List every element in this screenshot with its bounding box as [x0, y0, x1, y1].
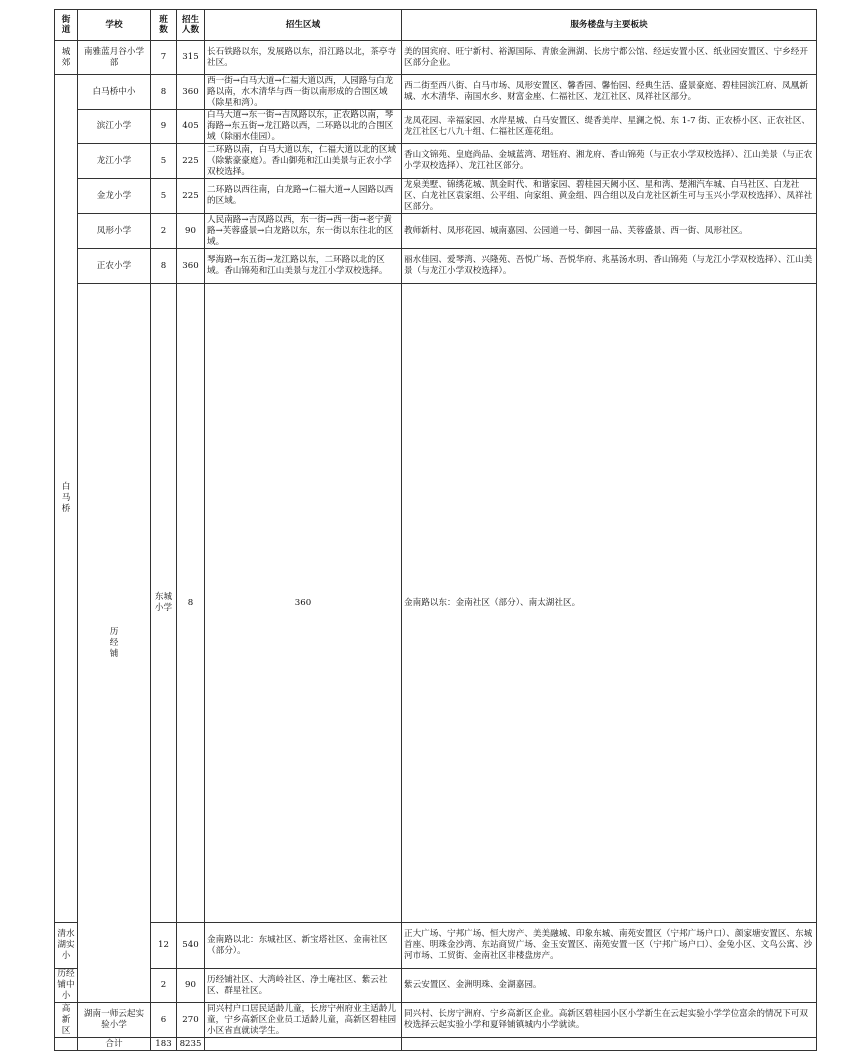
enrollment-count: 405 — [177, 110, 205, 144]
total-classes: 183 — [151, 1038, 177, 1051]
table-row — [55, 41, 817, 75]
zone-text: 长石铁路以东，发展路以东，沿江路以北，茶亭寺社区。 — [205, 41, 402, 75]
class-count: 9 — [151, 110, 177, 144]
zone-text: 白马大道→东一街→吉凤路以东，正农路以南，琴海路→东五街→龙江路以西，二环路以北的合围区域（除丽水佳园）。 — [205, 110, 402, 144]
estates-text: 西二街至西八街、白马市场、凤形安置区、馨香园、馨怡园、经典生活、盛景豪庭、碧桂园滨江府、凤凰新城、水木清华、南国水乡、财富金座、仁福社区、龙江社区、凤祥社区部分。 — [402, 75, 817, 110]
zone-text: 琴海路→东五街→龙江路以东，二环路以北的区域。香山锦苑和江山美景与龙江小学双校选择。 — [205, 249, 402, 284]
school-name: 滨江小学 — [78, 110, 151, 144]
class-count: 2 — [151, 969, 177, 1003]
school-name: 龙江小学 — [78, 144, 151, 179]
school-name: 湖南一师云起实验小学 — [78, 1003, 151, 1038]
estates-text: 教师新村、凤形花园、城南嘉园、公园道一号、御园一品、芙蓉盛景、西一街、凤形社区。 — [402, 214, 817, 249]
enrollment-count: 540 — [177, 923, 205, 969]
table-row — [55, 284, 817, 923]
school-name: 正农小学 — [78, 249, 151, 284]
zone-text: 同兴村户口居民适龄儿童，长房宁州府业主适龄儿童，宁乡高新区企业员工适龄儿童，高新区碧桂园小区省直就读学生。 — [205, 1003, 402, 1038]
class-count: 8 — [151, 75, 177, 110]
zone-text: 人民南路→吉凤路以西，东一街→西一街→老宁黄路→芙蓉盛景→白龙路以东，东一街以东往北的区域。 — [205, 214, 402, 249]
estates-text: 同兴村、长房宁洲府、宁乡高新区企业。高新区碧桂园小区小学新生在云起实验小学学位富余的情况下可双校选择云起实验小学和夏铎铺镇城内小学就读。 — [402, 1003, 817, 1038]
class-count: 8 — [151, 249, 177, 284]
estates-text: 美的国宾府、旺宁新村、裕源国际、青旅金洲湖、长房宁都公馆、经远安置小区、纸业园安置区、宁乡经开区部分企业。 — [402, 41, 817, 75]
total-row — [55, 1038, 817, 1051]
class-count: 7 — [151, 41, 177, 75]
estates-text: 正大广场、宁邦广场、恒大房产、美美融城、印象东城、南苑安置区（宁邦广场户口）、颜家塘安置区、东城首座、明珠金沙湾、东站商贸广场、金玉安置区、南苑安置一区（宁邦广场户口）、金兔小区、文鸟公寓、沙河市场、工贸街、金南社区非楼盘房产。 — [402, 923, 817, 969]
header-zone: 招生区域 — [205, 10, 402, 41]
enrollment-count: 225 — [177, 144, 205, 179]
estates-text: 龙泉美墅、锦绣花城、凯金时代、和谐家园、碧桂园天阙小区、星和湾、楚湘汽车城、白马社区、白龙社区、白龙社区袁家组、公平组、向家组、黄金组、四合组以及白龙社区新生可与玉兴小学双校选择）、凤祥社区部分。 — [402, 179, 817, 214]
enrollment-table — [54, 9, 817, 1051]
class-count: 5 — [151, 179, 177, 214]
class-count: 5 — [151, 144, 177, 179]
zone-text: 二环路以南，白马大道以东，仁福大道以北的区域（除紫豪豪庭）。香山御苑和江山美景与正农小学双校选择。 — [205, 144, 402, 179]
zone-text: 二环路以西往南，白龙路→仁福大道→人园路以西的区域。 — [205, 179, 402, 214]
school-name: 东城小学 — [151, 284, 177, 923]
enrollment-document — [54, 9, 816, 1049]
enrollment-count: 360 — [177, 249, 205, 284]
group-lijing: 历 经 铺 — [78, 284, 151, 1003]
estates-text: 紫云安置区、金洲明珠、金湖嘉园。 — [402, 969, 817, 1003]
total-enrollment: 8235 — [177, 1038, 205, 1051]
school-name: 历经铺中小 — [55, 969, 78, 1003]
table-row — [55, 969, 817, 1003]
table-row — [55, 249, 817, 284]
enrollment-count: 360 — [177, 75, 205, 110]
group-gaoxin: 高 新 区 — [55, 1003, 78, 1038]
zone-text: 西一街→白马大道→仁福大道以西，人园路与白龙路以南，水木清华与西一街以南形成的合围区域（除星和湾）。 — [205, 75, 402, 110]
header-school: 学校 — [78, 10, 151, 41]
group-chengjiao: 城 郊 — [55, 41, 78, 75]
class-count: 8 — [177, 284, 205, 923]
zone-text: 历经铺社区、大湾岭社区、净土庵社区、紫云社区、群星社区。 — [205, 969, 402, 1003]
enrollment-count: 315 — [177, 41, 205, 75]
table-row — [55, 144, 817, 179]
table-row — [55, 1003, 817, 1038]
table-row — [55, 75, 817, 110]
enrollment-count: 225 — [177, 179, 205, 214]
header-classes: 班 数 — [151, 10, 177, 41]
estates-text: 龙凤花园、幸福家园、水岸星城、白马安置区、缇香美岸、星澜之悦、东 1-7 街、正农桥小区、正农社区、龙江社区七八九十组、仁福社区莲花组。 — [402, 110, 817, 144]
school-name: 南雅蓝月谷小学部 — [78, 41, 151, 75]
class-count: 2 — [151, 214, 177, 249]
enrollment-count: 90 — [177, 214, 205, 249]
table-row — [55, 923, 817, 969]
zone-text: 金南路以北：东城社区、新宝塔社区、金南社区（部分）。 — [205, 923, 402, 969]
table-row — [55, 110, 817, 144]
school-name: 白马桥中小 — [78, 75, 151, 110]
enrollment-count: 360 — [205, 284, 402, 923]
header-row — [55, 10, 817, 41]
school-name: 金龙小学 — [78, 179, 151, 214]
header-enrollment: 招生 人数 — [177, 10, 205, 41]
class-count: 12 — [151, 923, 177, 969]
enrollment-count: 90 — [177, 969, 205, 1003]
table-row — [55, 179, 817, 214]
zone-text: 金南路以东：金南社区（部分）、南太湖社区。 — [402, 284, 817, 923]
school-name: 清水湖实小 — [55, 923, 78, 969]
header-estates: 服务楼盘与主要板块 — [402, 10, 817, 41]
school-name: 凤形小学 — [78, 214, 151, 249]
table-row — [55, 214, 817, 249]
estates-text: 丽水佳园、爱琴湾、兴隆苑、吾悦广场、吾悦华府、兆基汤水玥、香山锦苑（与龙江小学双校选择）、江山美景（与龙江小学双校选择）。 — [402, 249, 817, 284]
class-count: 6 — [151, 1003, 177, 1038]
enrollment-count: 270 — [177, 1003, 205, 1038]
total-label: 合计 — [78, 1038, 151, 1051]
group-baima: 白 马 桥 — [55, 75, 78, 923]
estates-text: 香山文锦苑、皇庭尚品、金城蓝湾、珺钰府、湘龙府、香山锦苑（与正农小学双校选择）、江山美景（与正农小学双校选择）、龙江社区部分。 — [402, 144, 817, 179]
header-district: 街 道 — [55, 10, 78, 41]
